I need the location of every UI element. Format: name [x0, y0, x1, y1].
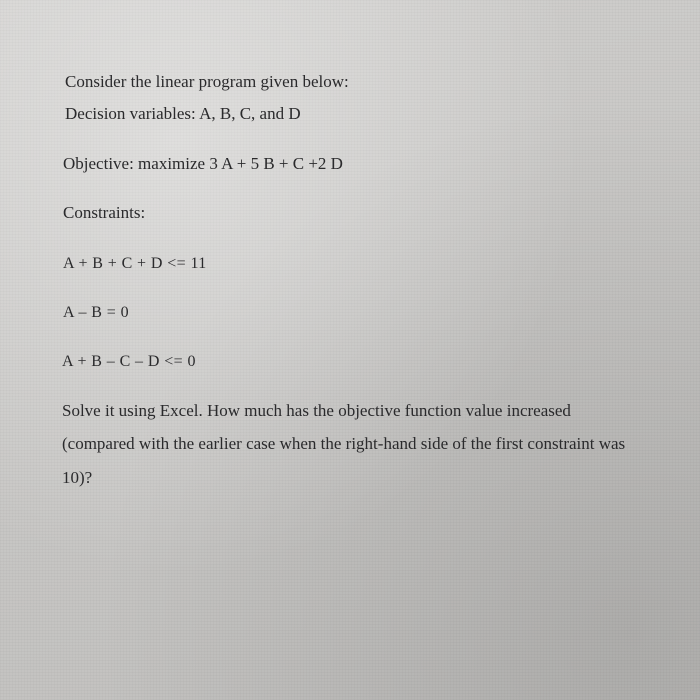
constraint-1: A + B + C + D <= 11 [63, 255, 207, 272]
objective-text: Objective: maximize 3 A + 5 B + C +2 D [63, 154, 343, 173]
intro-text: Consider the linear program given below: [65, 72, 349, 91]
question-line-3: 10)? [62, 468, 93, 487]
constraint-2: A – B = 0 [63, 304, 129, 321]
decision-variables-text: Decision variables: A, B, C, and D [65, 104, 301, 123]
question-line-1: Solve it using Excel. How much has the objective function value increased [62, 401, 571, 420]
constraint-3: A + B – C – D <= 0 [62, 353, 196, 370]
question-line-2: (compared with the earlier case when the right-hand side of the first constraint was [62, 434, 626, 453]
constraints-heading: Constraints: [63, 203, 146, 222]
